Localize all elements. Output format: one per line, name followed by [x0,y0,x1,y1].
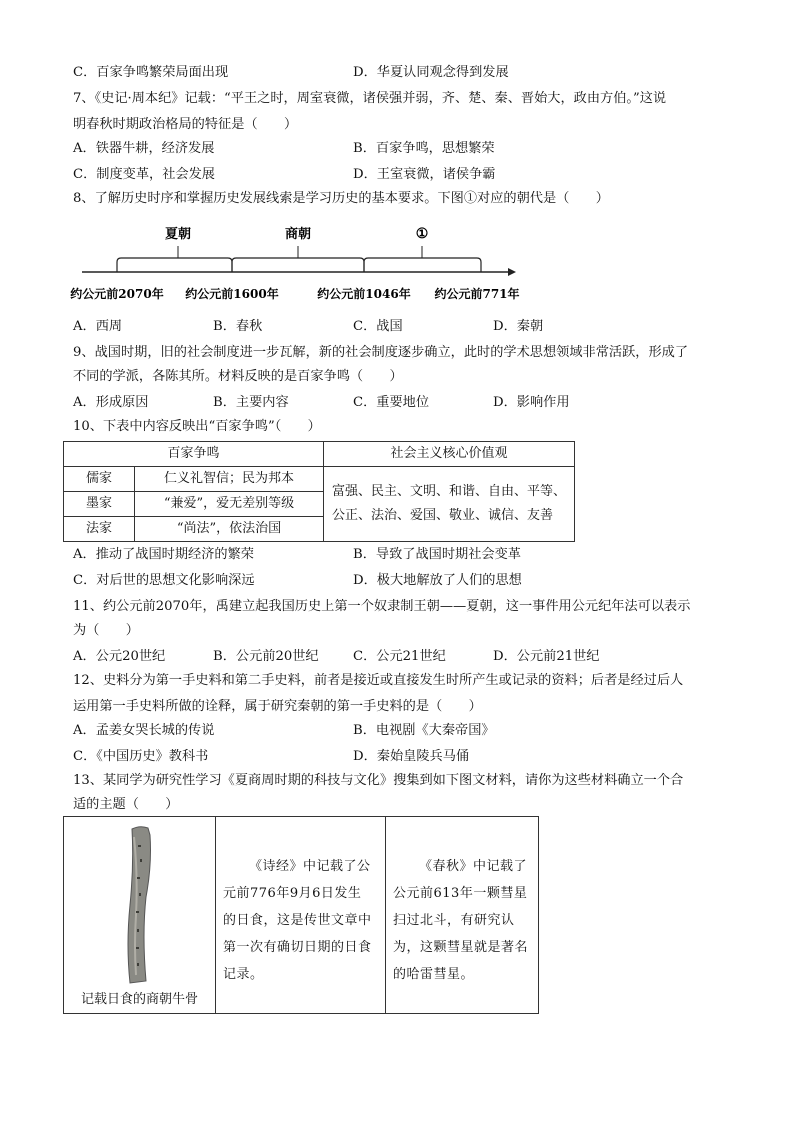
q12-option-d: D．秦始皇陵兵马俑 [353,749,470,764]
table-idea: “兼爱”，爱无差别等级 [135,492,324,517]
timeline-period-shang: 商朝 [284,227,312,242]
q12-stem-line2: 运用第一手史料所做的诠释，属于研究秦朝的第一手史料的是（ ） [73,699,482,714]
q11-option-b: B．公元前20世纪 [213,649,319,664]
q12-option-c: C．《中国历史》教科书 [73,749,209,764]
timeline-date-1: 约公元前2070年 [70,287,164,301]
q9-option-c: C．重要地位 [353,395,430,410]
q13-material-box [63,816,539,1014]
annals-text: 《春秋》中记载了 公元前613年一颗彗星 扫过北斗，有研究认 为，这颗彗星就是著名 的哈雷彗星。 [393,859,529,982]
q8-option-d: D．秦朝 [493,319,544,334]
table-header-right: 社会主义核心价值观 [323,442,574,467]
q7-option-a: A．铁器牛耕，经济发展 [73,141,215,156]
q7-option-b: B．百家争鸣，思想繁荣 [353,141,495,156]
q13-stem-line2: 适的主题（ ） [73,797,179,812]
q7-option-c: C．制度变革，社会发展 [73,167,215,182]
table-idea: “尚法”，依法治国 [135,517,324,542]
q11-stem-line2: 为（ ） [73,623,139,638]
q9-stem-line2: 不同的学派，各陈其所。材料反映的是百家争鸣（ ） [73,369,403,384]
q10-option-a: A．推动了战国时期经济的繁荣 [73,547,254,562]
q12-option-b: B．电视剧《大秦帝国》 [353,723,495,738]
q12-stem-line1: 12、史料分为第一手史料和第二手史料，前者是接近或直接发生时所产生或记录的资料；后者是经过后人 [73,673,684,688]
table-core-values [323,467,574,542]
q10-option-c: C．对后世的思想文化影响深远 [73,573,255,588]
q9-option-a: A．形成原因 [73,395,149,410]
q7-stem-line2: 明春秋时期政治格局的特征是（ ） [73,117,298,132]
q8-option-b: B．春秋 [213,319,263,334]
poetry-text: 《诗经》中记载了公 元前776年9月6日发生 的日食，这是传世文章中 第一次有确切日期的日食 记录。 [223,859,372,982]
q13-image-cell [64,817,216,1013]
q11-stem-line1: 11、约公元前2070年，禹建立起我国历史上第一个奴隶制王朝——夏朝，这一事件用公元纪年法可以表示 [73,599,691,614]
q13-text-cell-annals [385,817,538,1013]
table-header-left: 百家争鸣 [64,442,324,467]
q7-option-d: D．王室衰微，诸侯争霸 [353,167,496,182]
timeline-date-3: 约公元前1046年 [317,287,411,301]
q13-stem-line1: 13、某同学为研究性学习《夏商周时期的科技与文化》搜集到如下图文材料，请你为这些材料确立一个合 [73,773,684,788]
q10-option-b: B．导致了战国时期社会变革 [353,547,521,562]
timeline-period-unknown: ① [415,226,429,242]
q10-stem: 10、下表中内容反映出“百家争鸣”（ ） [73,419,321,434]
option-d: D．华夏认同观念得到发展 [353,65,509,80]
timeline-date-2: 约公元前1600年 [185,287,279,301]
table-school: 儒家 [64,467,135,492]
q11-option-c: C．公元21世纪 [353,649,446,664]
image-caption: 记载日食的商朝牛骨 [80,992,198,1007]
q11-option-a: A．公元20世纪 [73,649,166,664]
timeline-date-4: 约公元前771年 [434,287,520,301]
q8-option-a: A．西周 [73,319,123,334]
option-c: C．百家争鸣繁荣局面出现 [73,65,229,80]
table-idea: 仁义礼智信；民为邦本 [135,467,324,492]
q13-text-cell-poetry [215,817,386,1013]
q9-option-b: B．主要内容 [213,395,289,410]
q9-option-d: D．影响作用 [493,395,570,410]
oracle-bone-image [116,825,164,985]
q7-stem-line1: 7、《史记·周本纪》记载：“平王之时，周室衰微，诸侯强并弱，齐、楚、秦、晋始大，政由方伯。”这说 [73,91,667,106]
q8-timeline [70,214,530,306]
table-school: 墨家 [64,492,135,517]
q11-option-d: D．公元前21世纪 [493,649,600,664]
table-school: 法家 [64,517,135,542]
core-values-line2: 公正、法治、爱国、敬业、诚信、友善 [331,508,553,523]
q12-option-a: A．孟姜女哭长城的传说 [73,723,215,738]
core-values-line1: 富强、民主、文明、和谐、自由、平等、 [331,484,566,499]
q8-option-c: C．战国 [353,319,403,334]
q9-stem-line1: 9、战国时期，旧的社会制度进一步瓦解，新的社会制度逐步确立，此时的学术思想领域非常活跃，形成了 [73,345,689,360]
q10-option-d: D．极大地解放了人们的思想 [353,573,522,588]
timeline-period-xia: 夏朝 [164,227,192,242]
q10-table [63,441,575,542]
q8-stem: 8、了解历史时序和掌握历史发展线索是学习历史的基本要求。下图①对应的朝代是（ ） [73,191,609,206]
